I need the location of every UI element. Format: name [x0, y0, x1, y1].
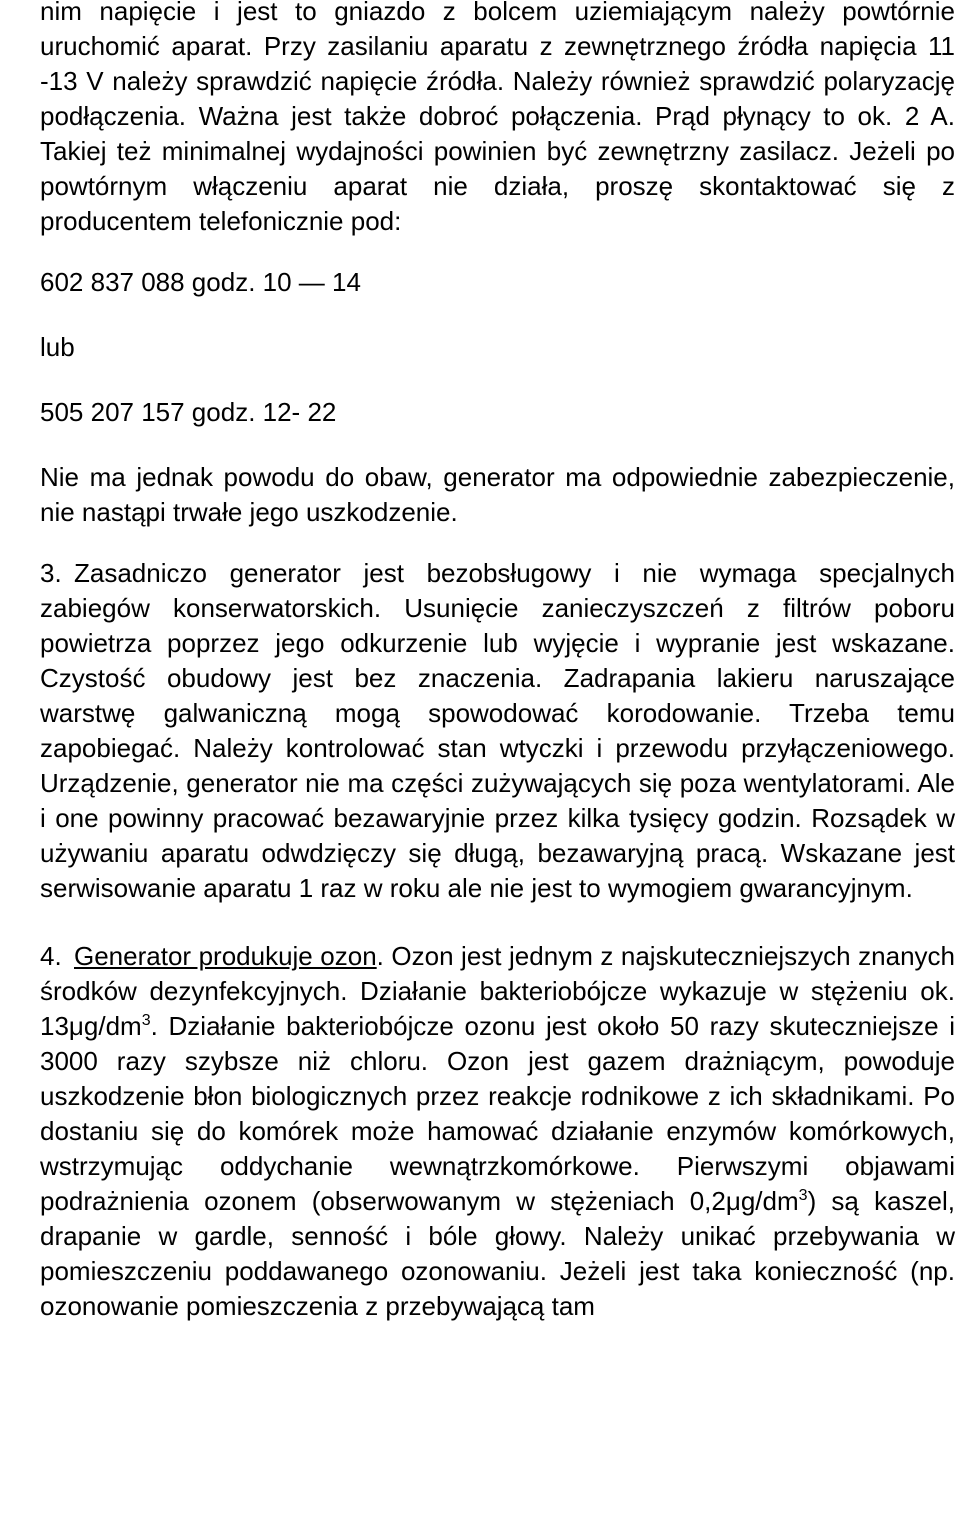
intro-paragraph: nim napięcie i jest to gniazdo z bolcem uziemiającym należy powtórnie uruchomić aparat. Przy zasilaniu aparatu z zewnętrznego źródła napięcia 11 -13 V należy sprawdzić napięcie źródła. Należy również sprawdzić polaryzację podłączenia. Ważna jest także dobroć połączenia. Prąd płynący to ok. 2 A. Takiej też minimalnej wydajności powinien być zewnętrzny zasilacz. Jeżeli po powtórnym włączeniu aparat nie działa, proszę skontaktować się z producentem telefonicznie pod: [40, 0, 955, 236]
section-4-text-c: ) są kaszel, drapanie w gardle, senność i bóle głowy. Należy unikać przebywania w pomieszczeniu poddawanego ozonowaniu. Jeżeli jest taka konieczność (np. ozonowanie pomieszczenia z przebywającą tam [40, 1186, 955, 1321]
section-4-text-b: . Działanie bakteriobójcze ozonu jest około 50 razy skuteczniejsze i 3000 razy szybsze niż chloru. Ozon jest gazem drażniącym, powoduje uszkodzenie błon biologicznych przez reakcje rodnikowe z ich składnikami. Po dostaniu się do komórek może hamować działanie enzymów komórkowych, wstrzymując oddychanie wewnątrzkomórkowe. Pierwszymi objawami podrażnienia ozonem (obserwowanym w stężeniach 0,2μg/dm [40, 1011, 955, 1216]
section-4-paragraph [40, 939, 955, 1324]
contact-or-label: lub [40, 332, 75, 362]
superscript-3-a: 3 [141, 1012, 151, 1029]
section-4-heading: Generator produkuje ozon [74, 941, 377, 971]
section-3-text: Zasadniczo generator jest bezobsługowy i nie wymaga specjalnych zabiegów konserwatorskich. Usunięcie zanieczyszczeń z filtrów poboru powietrza poprzez jego odkurzenie lub wyjęcie i wypranie jest wskazane. Czystość obudowy jest bez znaczenia. Zadrapania lakieru naruszające warstwę galwaniczną mogą spowodować korodowanie. Trzeba temu zapobiegać. Należy kontrolować stan wtyczki i przewodu przyłączeniowego. Urządzenie, generator nie ma części zużywających się poza wentylatorami. Ale i one powinny pracować bezawaryjnie przez kilka tysięcy godzin. Rozsądek w używaniu aparatu odwdzięczy się długą, bezawaryjną pracą. Wskazane jest serwisowanie aparatu 1 raz w roku ale nie jest to wymogiem gwarancyjnym. [40, 558, 955, 903]
document-page [40, 0, 955, 1324]
phone-number-primary: 602 837 088 godz. 10 — 14 [40, 267, 361, 297]
section-3-number: 3. [40, 558, 62, 588]
section-4-text-a: . Ozon jest jednym z najskuteczniejszych znanych środków dezynfekcyjnych. Działanie bakteriobójcze wykazuje w stężeniu ok. 13μg/dm [40, 941, 955, 1041]
phone-number-secondary: 505 207 157 godz. 12- 22 [40, 397, 337, 427]
section-3-paragraph [40, 556, 955, 906]
superscript-3-b: 3 [798, 1187, 808, 1204]
section-4-number: 4. [40, 941, 62, 971]
reassurance-note: Nie ma jednak powodu do obaw, generator ma odpowiednie zabezpieczenie, nie nastąpi trwałe jego uszkodzenie. [40, 462, 955, 527]
